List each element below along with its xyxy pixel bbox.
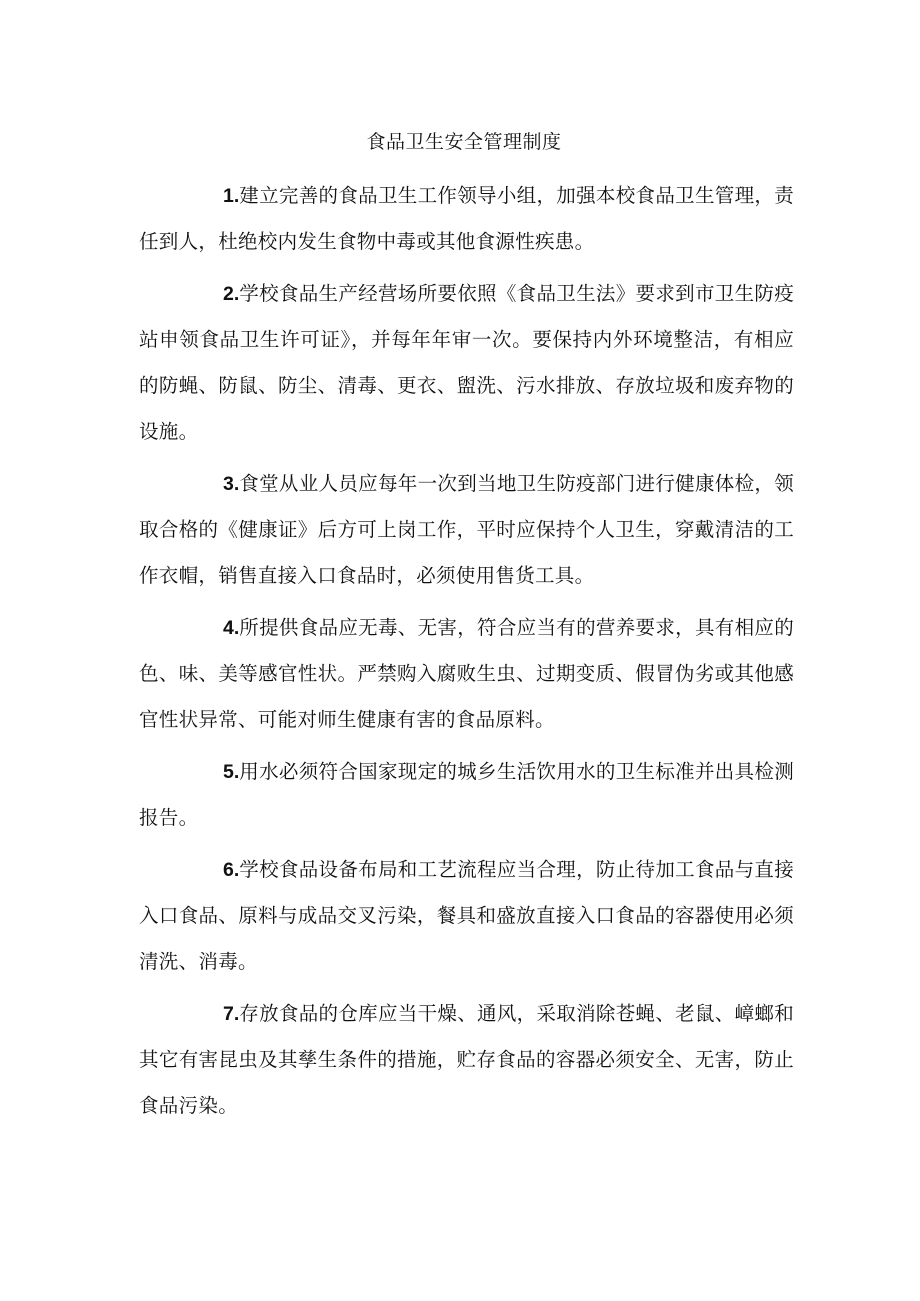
paragraph-separator: . <box>233 473 240 495</box>
paragraph-number: 4 <box>223 617 234 639</box>
paragraph-number: 3 <box>223 473 234 495</box>
paragraph-text: 学校食品设备布局和工艺流程应当合理，防止待加工食品与直接入口食品、原料与成品交叉污染，餐具和盛放直接入口食品的容器使用必须清洗、消毒。 <box>139 858 794 973</box>
paragraph-text: 食堂从业人员应每年一次到当地卫生防疫部门进行健康体检，领取合格的《健康证》后方可上岗工作，平时应保持个人卫生，穿戴清洁的工作衣帽，销售直接入口食品时，必须使用售货工具。 <box>139 472 794 587</box>
paragraph-text: 学校食品生产经营场所要依照《食品卫生法》要求到市卫生防疫站申领食品卫生许可证》，并每年年审一次。要保持内外环境整洁，有相应的防蝇、防鼠、防尘、清毒、更衣、盥洗、污水排放、存放垃圾和废弃物的设施。 <box>139 282 794 443</box>
paragraph-3 <box>139 461 794 599</box>
paragraph-1 <box>139 173 794 265</box>
paragraph-number: 6 <box>223 859 234 881</box>
document-body <box>139 173 794 1135</box>
paragraph-text: 用水必须符合国家现定的城乡生活饮用水的卫生标准并出具检测报告。 <box>139 760 794 829</box>
paragraph-text: 所提供食品应无毒、无害，符合应当有的营养要求，具有相应的色、味、美等感官性状。严禁购入腐败生虫、过期变质、假冒伪劣或其他感官性状异常、可能对师生健康有害的食品原料。 <box>139 616 794 731</box>
document-title: 食品卫生安全管理制度 <box>366 131 562 153</box>
paragraph-6 <box>139 847 794 985</box>
paragraph-4 <box>139 605 794 743</box>
paragraph-number: 5 <box>223 761 234 783</box>
paragraph-separator: . <box>233 617 240 639</box>
paragraph-separator: . <box>233 283 240 305</box>
paragraph-separator: . <box>233 859 240 881</box>
paragraph-number: 1 <box>223 185 234 207</box>
paragraph-number: 2 <box>223 283 234 305</box>
paragraph-5 <box>139 749 794 841</box>
paragraph-2 <box>139 271 794 455</box>
paragraph-number: 7 <box>223 1003 234 1025</box>
paragraph-separator: . <box>233 185 240 207</box>
paragraph-7 <box>139 991 794 1129</box>
paragraph-text: 建立完善的食品卫生工作领导小组，加强本校食品卫生管理，责任到人，杜绝校内发生食物中毒或其他食源性疾患。 <box>139 184 794 253</box>
paragraph-separator: . <box>233 761 240 783</box>
paragraph-separator: . <box>233 1003 240 1025</box>
paragraph-text: 存放食品的仓库应当干燥、通风，采取消除苍蝇、老鼠、嶂螂和其它有害昆虫及其孳生条件的措施，贮存食品的容器必须安全、无害，防止食品污染。 <box>139 1002 794 1117</box>
